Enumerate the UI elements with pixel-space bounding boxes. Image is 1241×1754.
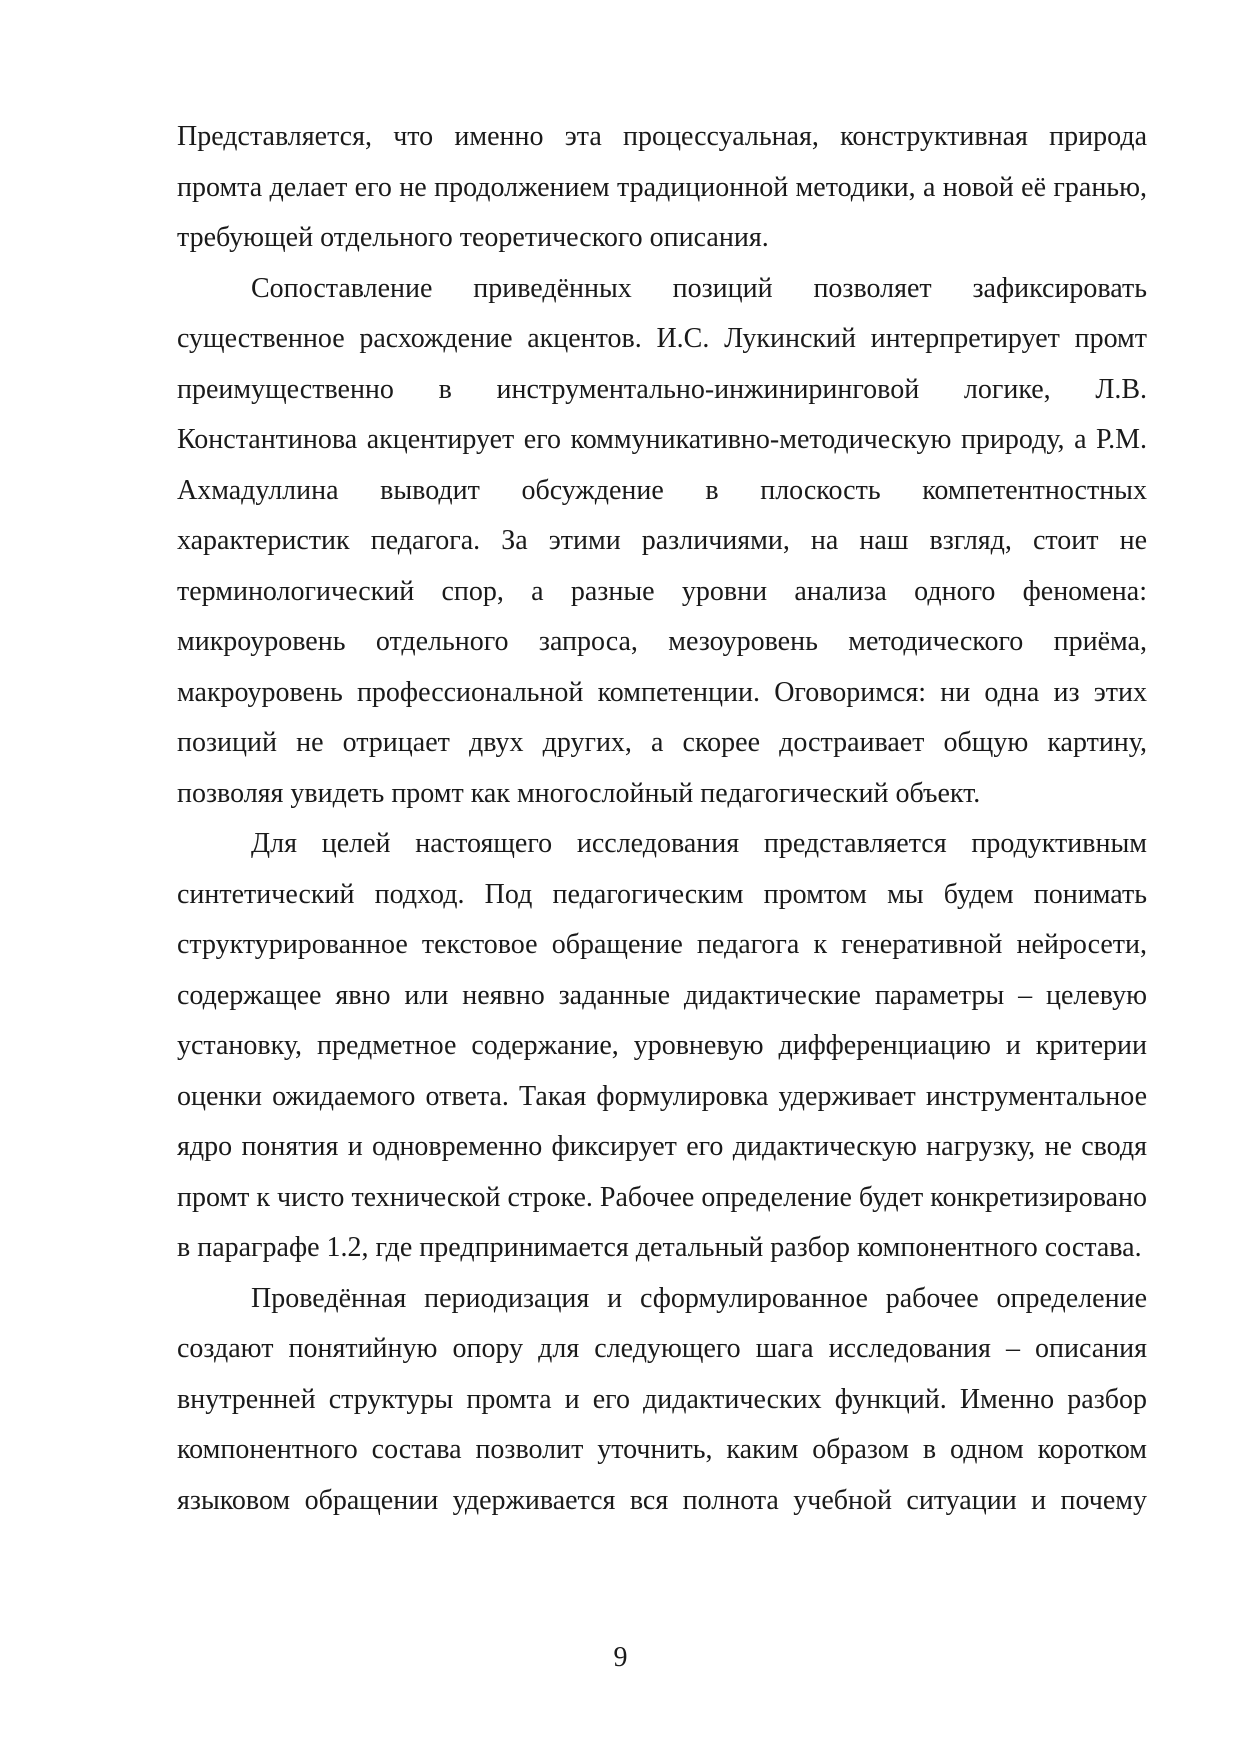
paragraph-comparison-of-positions: Сопоставление приведённых позиций позволяет зафиксировать существенное расхождение акцентов. И.С. Лукинский интерпретирует промт преимущественно в инструментально-инжиниринговой логике, Л.В. Константинова акцентирует его коммуникативно-методическую природу, а Р.М. Ахмадуллина выводит обсуждение в плоскость компетентностных характеристик педагога. За этими различиями, на наш взгляд, стоит не терминологический спор, а разные уровни анализа одного феномена: микроуровень отдельного запроса, мезоуровень методического приёма, макроуровень профессиональной компетенции. Оговоримся: ни одна из этих позиций не отрицает двух других, а скорее достраивает общую картину, позволяя увидеть промт как многослойный педагогический объект. <box>177 272 1147 809</box>
paragraph-next-step: Проведённая периодизация и сформулированное рабочее определение создают понятийную опору для следующего шага исследования – описания внутренней структуры промта и его дидактических функций. Именно разбор компонентного состава позволит уточнить, каким образом в одном коротком языковом обращении удерживается вся полнота учебной ситуации и почему <box>177 1282 1147 1516</box>
paragraph-working-definition: Для целей настоящего исследования представляется продуктивным синтетический подход. Под педагогическим промтом мы будем понимать структурированное текстовое обращение педагога к генеративной нейросети, содержащее явно или неявно заданные дидактические параметры – целевую установку, предметное содержание, уровневую дифференциацию и критерии оценки ожидаемого ответа. Такая формулировка удерживает инструментальное ядро понятия и одновременно фиксирует его дидактическую нагрузку, не сводя промт к чисто технической строке. Рабочее определение будет конкретизировано в параграфе 1.2, где предпринимается детальный разбор компонентного состава. <box>177 828 1147 1263</box>
paragraph-continuation: Представляется, что именно эта процессуальная, конструктивная природа промта делает его не продолжением традиционной методики, а новой её гранью, требующей отдельного теоретического описания. <box>177 121 1147 253</box>
document-body <box>177 112 1147 1526</box>
page-number: 9 <box>613 1642 628 1673</box>
